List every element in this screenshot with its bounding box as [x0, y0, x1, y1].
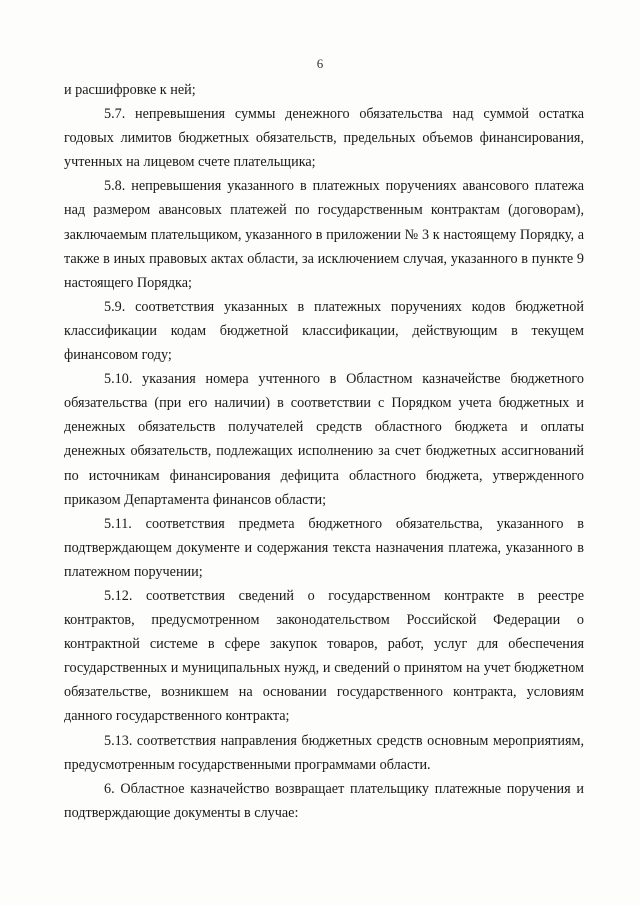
paragraph-5-12: 5.12. соответствия сведений о государственном контракте в реестре контрактов, предусмотренном законодательством Российской Федерации о контрактной системе в сфере закупок товаров, работ, услуг для обеспечения государственных и муниципальных нужд, и сведений о принятом на учет бюджетном обязательстве, возникшем на основании государственного контракта, условиям данного государственного контракта;	[64, 587, 584, 725]
paragraph-intro-continuation: и расшифровке к ней;	[64, 82, 196, 98]
paragraph-5-9: 5.9. соответствия указанных в платежных поручениях кодов бюджетной классификации кодам бюджетной классификации, действующим в текущем финансовом году;	[64, 298, 584, 364]
document-body	[64, 78, 584, 825]
paragraph-5-7: 5.7. непревышения суммы денежного обязательства над суммой остатка годовых лимитов бюджетных обязательств, предельных объемов финансирования, учтенных на лицевом счете плательщика;	[64, 106, 584, 171]
page-number: 6	[316, 56, 324, 71]
paragraph-5-13: 5.13. соответствия направления бюджетных средств основным мероприятиям, предусмотренным государственными программами области.	[64, 732, 584, 773]
paragraph-5-8: 5.8. непревышения указанного в платежных поручениях авансового платежа над размером авансовых платежей по государственным контрактам (договорам), заключаемым плательщиком, указанного в приложении № 3 к настоящему Порядку, а также в иных правовых актах области, за исключением случая, указанного в пункте 9 настоящего Порядка;	[64, 178, 584, 291]
paragraph-6: 6. Областное казначейство возвращает плательщику платежные поручения и подтверждающие документы в случае:	[64, 780, 584, 821]
paragraph-5-10: 5.10. указания номера учтенного в Областном казначействе бюджетного обязательства (при его наличии) в соответствии с Порядком учета бюджетных и денежных обязательств получателей средств областного бюджета и оплаты денежных обязательств, подлежащих исполнению за счет бюджетных ассигнований по источникам финансирования дефицита областного бюджета, утвержденного приказом Департамента финансов области;	[64, 371, 584, 508]
paragraph-5-11: 5.11. соответствия предмета бюджетного обязательства, указанного в подтверждающем документе и содержания текста назначения платежа, указанного в платежном поручении;	[64, 515, 584, 580]
